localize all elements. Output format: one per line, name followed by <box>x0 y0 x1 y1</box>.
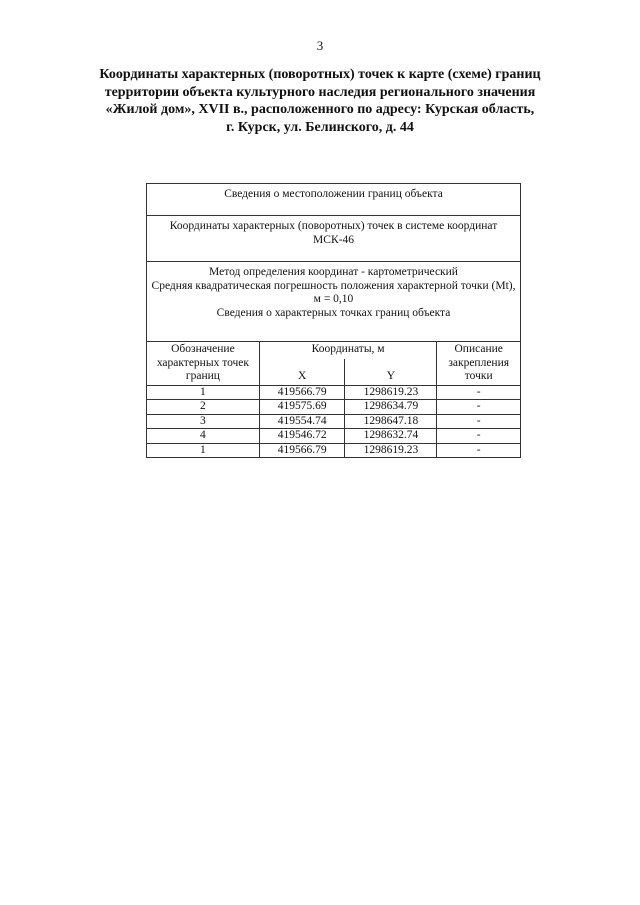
cell-x: 419575.69 <box>259 400 345 415</box>
section-method <box>147 262 521 342</box>
title-line: Координаты характерных (поворотных) точек к карте (схеме) границ <box>99 67 541 82</box>
cell-y: 1298619.23 <box>345 385 437 400</box>
cell-desc: - <box>437 385 521 400</box>
page-number: 3 <box>316 38 324 53</box>
cell-x: 419546.72 <box>259 429 345 444</box>
header-designation: Обозначение характерных точек границ <box>147 342 260 386</box>
cell-x: 419554.74 <box>259 414 345 429</box>
header-y: Y <box>345 359 437 385</box>
cell-x: 419566.79 <box>259 385 345 400</box>
cell-y: 1298619.23 <box>345 443 437 458</box>
cell-desc: - <box>437 429 521 444</box>
cell-desc: - <box>437 400 521 415</box>
header-coordinates: Координаты, м <box>259 342 437 360</box>
section-coordinate-system: Координаты характерных (поворотных) точек в системе координат МСК-46 <box>147 216 521 262</box>
table-row <box>147 429 521 444</box>
header-description: Описание закрепления точки <box>437 342 521 386</box>
cell-desc: - <box>437 443 521 458</box>
cell-y: 1298647.18 <box>345 414 437 429</box>
points-info-text: Сведения о характерных точках границ объекта <box>216 306 451 319</box>
method-text: Метод определения координат - картометрический <box>209 266 458 278</box>
cell-point: 2 <box>147 400 260 415</box>
table-row <box>147 400 521 415</box>
accuracy-text: Средняя квадратическая погрешность положения характерной точки (Mt), м = 0,10 <box>151 279 516 305</box>
cell-y: 1298632.74 <box>345 429 437 444</box>
coordinates-table <box>146 183 521 458</box>
header-x: X <box>259 359 345 385</box>
title-line: г. Курск, ул. Белинского, д. 44 <box>226 119 414 135</box>
table-row <box>147 443 521 458</box>
cell-desc: - <box>437 414 521 429</box>
cell-point: 4 <box>147 429 260 444</box>
title-line: территории объекта культурного наследия регионального значения <box>104 84 536 100</box>
cell-point: 3 <box>147 414 260 429</box>
table-row <box>147 414 521 429</box>
section-boundary-location: Сведения о местоположении границ объекта <box>147 184 521 216</box>
document-title <box>70 66 570 136</box>
cell-point: 1 <box>147 443 260 458</box>
cell-point: 1 <box>147 385 260 400</box>
table-row <box>147 385 521 400</box>
cell-y: 1298634.79 <box>345 400 437 415</box>
title-line: «Жилой дом», XVII в., расположенного по адресу: Курская область, <box>105 102 535 117</box>
cell-x: 419566.79 <box>259 443 345 458</box>
